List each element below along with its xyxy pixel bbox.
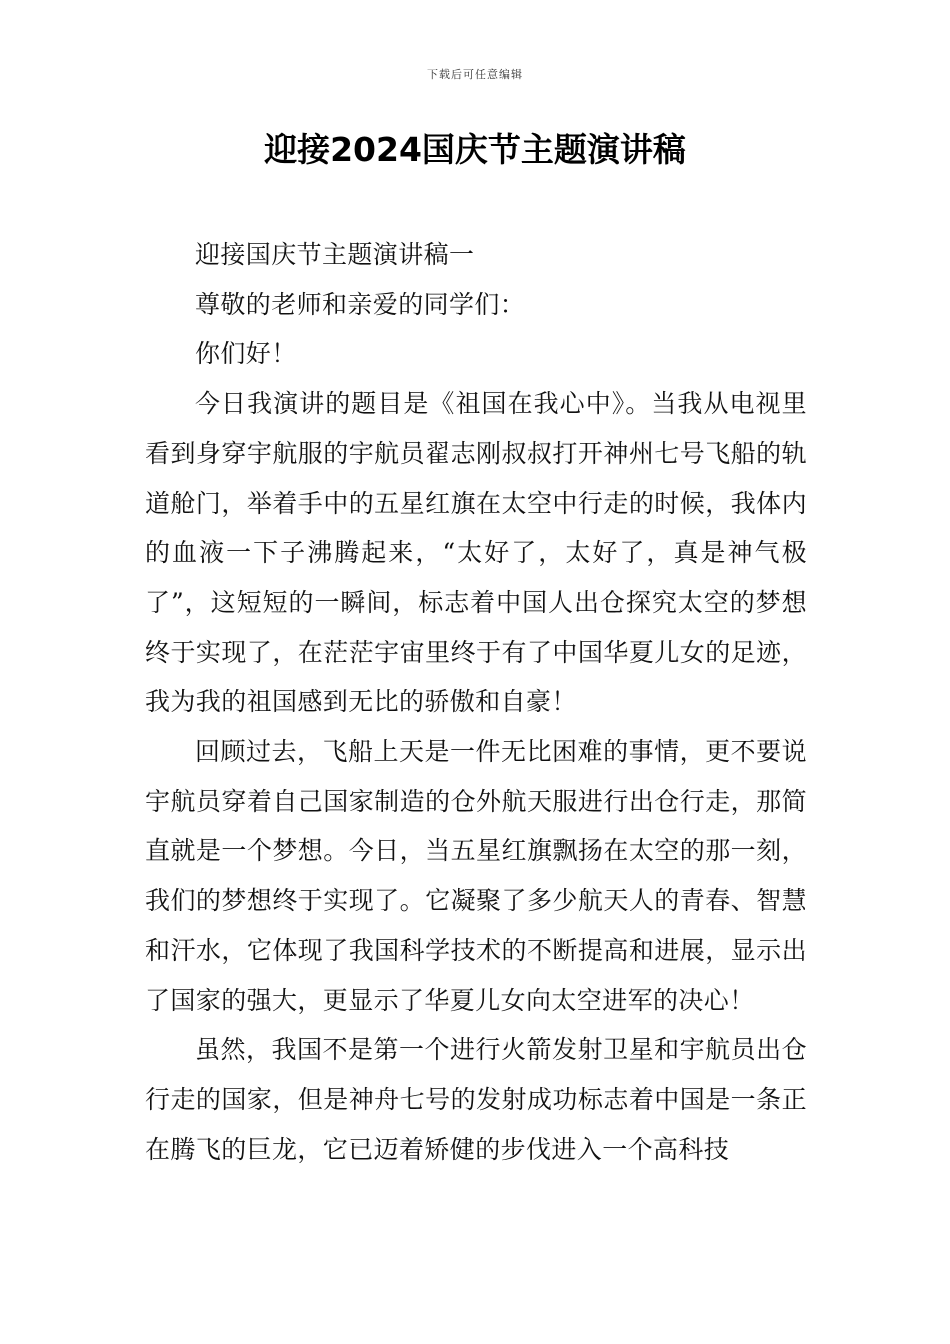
paragraph-salutation: 尊敬的老师和亲爱的同学们： [195,289,526,319]
header-note: 下载后可任意编辑 [427,68,523,81]
paragraph-body: 今日我演讲的题目是《祖国在我心中》。当我从电视里看到身穿宇航服的宇航员翟志刚叔叔打开神州七号飞船的轨道舱门，举着手中的五星红旗在太空中行走的时候，我体内的血液一下子沸腾起来，“太好了，太好了，真是神气极了”，这短短的一瞬间，标志着中国人出仓探究太空的梦想终于实现了，在茫茫宇宙里终于有了中国华夏儿女的足迹，我为我的祖国感到无比的骄傲和自豪！ [145,389,807,717]
document-body [145,230,807,1174]
paragraph-section-heading: 迎接国庆节主题演讲稿一 [195,240,475,269]
paragraph-body: 回顾过去，飞船上天是一件无比困难的事情，更不要说宇航员穿着自己国家制造的仓外航天服进行出仓行走，那简直就是一个梦想。今日，当五星红旗飘扬在太空的那一刻，我们的梦想终于实现了。它凝聚了多少航天人的青春、智慧和汗水，它体现了我国科学技术的不断提高和进展，显示出了国家的强大，更显示了华夏儿女向太空进军的决心！ [145,737,807,1015]
paragraph-body: 虽然，我国不是第一个进行火箭发射卫星和宇航员出仓行走的国家，但是神舟七号的发射成功标志着中国是一条正在腾飞的巨龙，它已迈着矫健的步伐进入一个高科技 [145,1035,807,1164]
paragraph-greeting: 你们好！ [195,339,297,369]
document-title: 迎接2024国庆节主题演讲稿 [264,130,686,169]
